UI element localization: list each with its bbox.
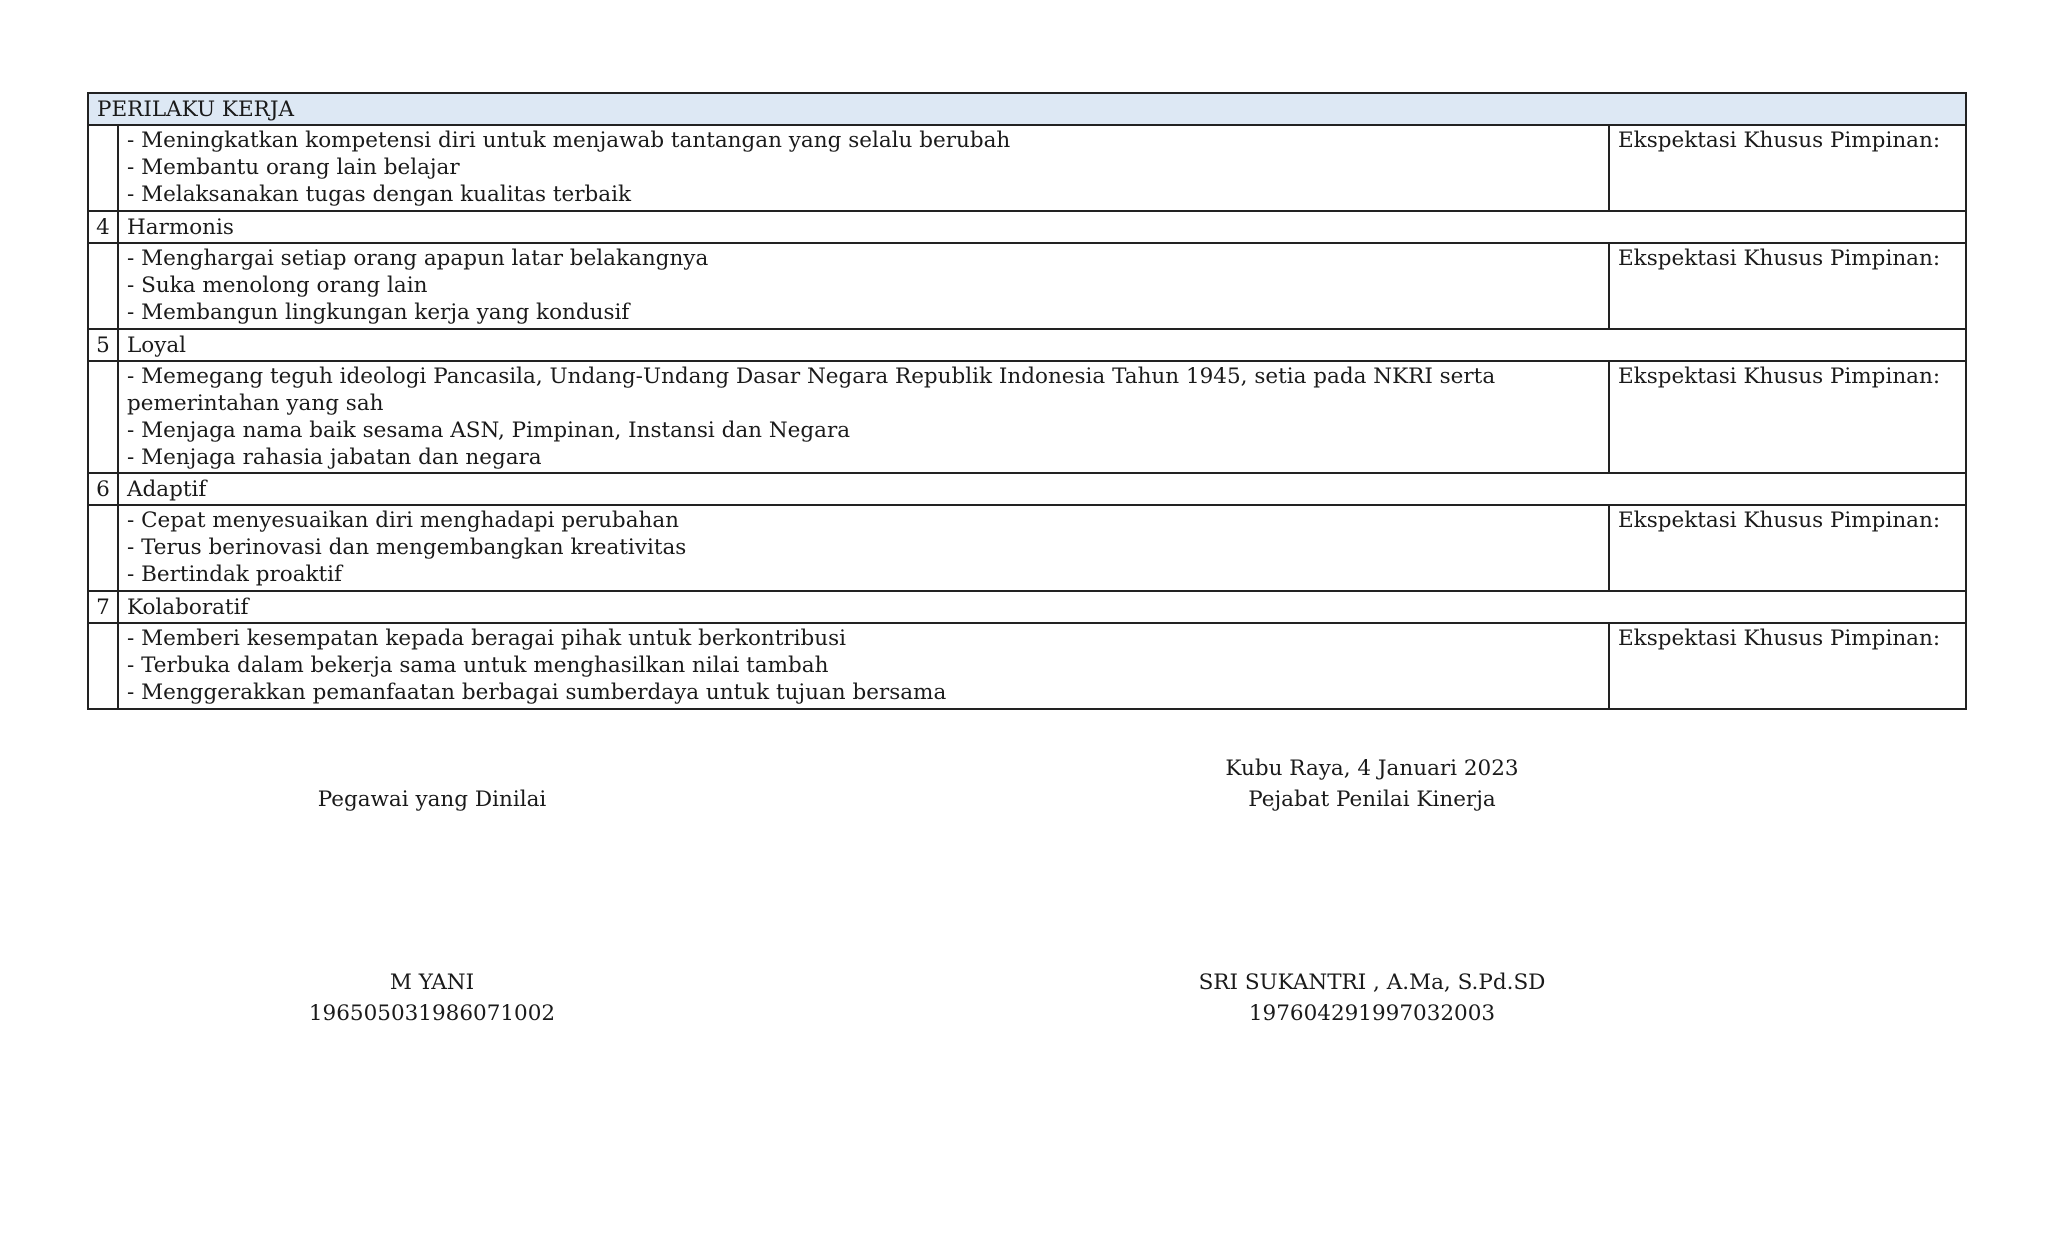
behavior-title-row <box>88 329 1966 361</box>
behavior-item: - Cepat menyesuaikan diri menghadapi perubahan <box>127 508 680 533</box>
employee-nip: 196505031986071002 <box>308 1001 556 1026</box>
employee-identity <box>232 967 632 1029</box>
evaluator-signature-block <box>1172 753 1572 815</box>
behavior-item: - Membantu orang lain belajar <box>127 155 460 180</box>
behavior-number: 7 <box>88 591 118 623</box>
expectation-cell: Ekspektasi Khusus Pimpinan: <box>1609 361 1966 473</box>
number-cell <box>88 125 118 211</box>
behavior-items-cell <box>118 361 1609 473</box>
evaluator-identity <box>1172 967 1572 1029</box>
behavior-items-cell <box>118 623 1609 709</box>
behavior-title: Harmonis <box>118 211 1966 243</box>
perilaku-kerja-table-wrapper <box>87 92 1967 710</box>
expectation-cell: Ekspektasi Khusus Pimpinan: <box>1609 125 1966 211</box>
evaluator-name: SRI SUKANTRI , A.Ma, S.Pd.SD <box>1198 970 1546 995</box>
behavior-detail-row <box>88 243 1966 329</box>
behavior-item: - Memegang teguh ideologi Pancasila, Undang-Undang Dasar Negara Republik Indonesia Tahun 1945, setia pada NKRI serta pemerintahan yang sah <box>127 364 1496 416</box>
behavior-detail-row <box>88 361 1966 473</box>
behavior-item: - Suka menolong orang lain <box>127 273 428 298</box>
behavior-items-cell <box>118 505 1609 591</box>
behavior-title-row <box>88 591 1966 623</box>
behavior-number: 4 <box>88 211 118 243</box>
behavior-number: 5 <box>88 329 118 361</box>
table-header: PERILAKU KERJA <box>88 93 1966 125</box>
number-cell <box>88 243 118 329</box>
expectation-cell: Ekspektasi Khusus Pimpinan: <box>1609 243 1966 329</box>
behavior-detail-row <box>88 623 1966 709</box>
table-header-row <box>88 93 1966 125</box>
behavior-number: 6 <box>88 473 118 505</box>
behavior-title-row <box>88 211 1966 243</box>
behavior-item: - Menjaga nama baik sesama ASN, Pimpinan, Instansi dan Negara <box>127 418 851 443</box>
behavior-title-row <box>88 473 1966 505</box>
employee-role: Pegawai yang Dinilai <box>317 787 547 812</box>
behavior-item: - Membangun lingkungan kerja yang kondusif <box>127 300 630 325</box>
behavior-title: Adaptif <box>118 473 1966 505</box>
behavior-item: - Terbuka dalam bekerja sama untuk menghasilkan nilai tambah <box>127 653 829 678</box>
evaluator-nip: 197604291997032003 <box>1248 1001 1496 1026</box>
behavior-item: - Melaksanakan tugas dengan kualitas terbaik <box>127 182 632 207</box>
expectation-cell: Ekspektasi Khusus Pimpinan: <box>1609 505 1966 591</box>
behavior-item: - Terus berinovasi dan mengembangkan kreativitas <box>127 535 687 560</box>
place-date: Kubu Raya, 4 Januari 2023 <box>1225 756 1519 781</box>
behavior-item: - Menjaga rahasia jabatan dan negara <box>127 445 542 470</box>
behavior-title: Kolaboratif <box>118 591 1966 623</box>
behavior-items-cell <box>118 125 1609 211</box>
behavior-item: - Memberi kesempatan kepada beragai pihak untuk berkontribusi <box>127 626 847 651</box>
behavior-title: Loyal <box>118 329 1966 361</box>
behavior-item: - Meningkatkan kompetensi diri untuk menjawab tantangan yang selalu berubah <box>127 128 1011 153</box>
evaluator-role: Pejabat Penilai Kinerja <box>1248 787 1496 812</box>
behavior-item: - Menghargai setiap orang apapun latar belakangnya <box>127 246 709 271</box>
number-cell <box>88 623 118 709</box>
behavior-item: - Bertindak proaktif <box>127 562 343 587</box>
employee-name: M YANI <box>389 970 475 995</box>
employee-signature-block <box>232 784 632 815</box>
behavior-detail-row <box>88 125 1966 211</box>
expectation-cell: Ekspektasi Khusus Pimpinan: <box>1609 623 1966 709</box>
behavior-detail-row <box>88 505 1966 591</box>
number-cell <box>88 505 118 591</box>
number-cell <box>88 361 118 473</box>
perilaku-kerja-table <box>87 92 1967 710</box>
behavior-items-cell <box>118 243 1609 329</box>
behavior-item: - Menggerakkan pemanfaatan berbagai sumberdaya untuk tujuan bersama <box>127 680 947 705</box>
